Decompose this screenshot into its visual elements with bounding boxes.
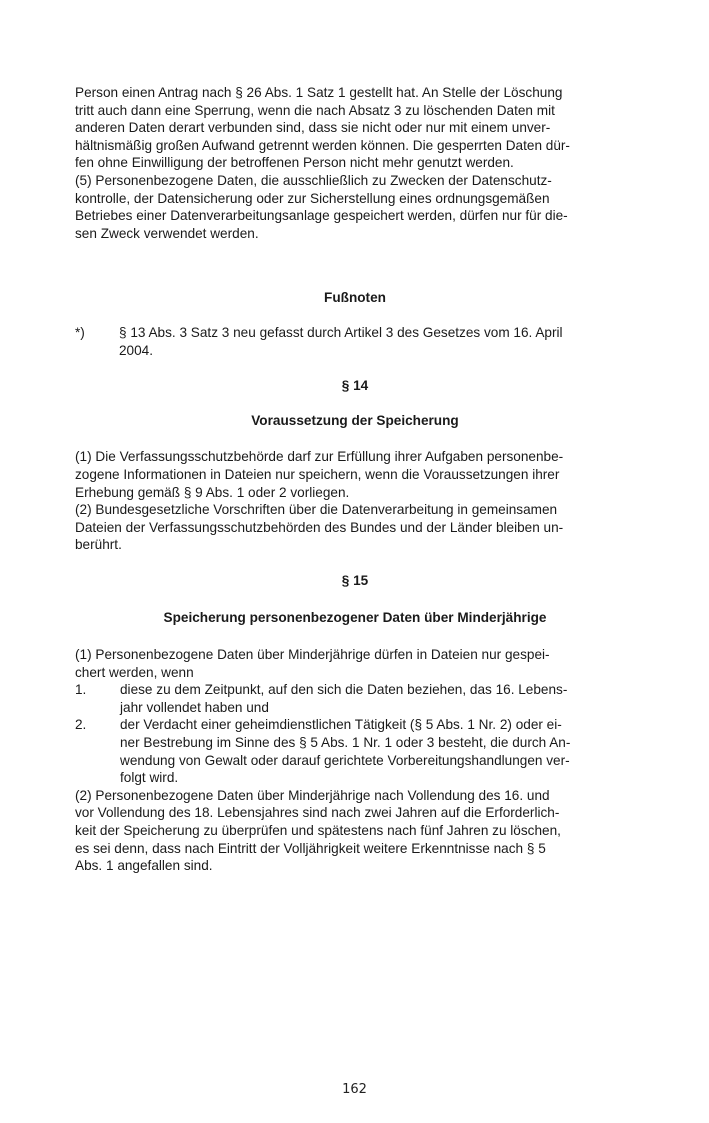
text-line: (2) Personenbezogene Daten über Minderjährige nach Vollendung des 16. und: [75, 787, 550, 803]
text-line: (5) Personenbezogene Daten, die ausschließlich zu Zwecken der Datenschutz-: [75, 172, 552, 188]
text-line: zogene Informationen in Dateien nur speichern, wenn die Voraussetzungen ihrer: [75, 466, 560, 482]
section-number: § 15: [341, 572, 369, 588]
text-line: anderen Daten derart verbunden sind, dass sie nicht oder nur mit einem unver-: [75, 120, 551, 136]
text-line: vor Vollendung des 18. Lebensjahres sind nach zwei Jahren auf die Erforderlich-: [75, 805, 560, 821]
text-line: (1) Die Verfassungsschutzbehörde darf zur Erfüllung ihrer Aufgaben personenbe-: [75, 449, 564, 465]
footnote-line: 2004.: [119, 342, 154, 358]
section-title: Voraussetzung der Speicherung: [251, 412, 459, 428]
text-line: wendung von Gewalt oder darauf gerichtete Vorbereitungshandlungen ver-: [120, 752, 570, 768]
text-line: ner Bestrebung im Sinne des § 5 Abs. 1 Nr. 1 oder 3 besteht, die durch An-: [120, 735, 571, 751]
text-line: keit der Speicherung zu überprüfen und spätestens nach fünf Jahren zu löschen,: [75, 823, 561, 838]
page-content: [75, 84, 635, 875]
text-line: diese zu dem Zeitpunkt, auf den sich die Daten beziehen, das 16. Lebens-: [120, 682, 568, 698]
text-line: Abs. 1 angefallen sind.: [75, 858, 213, 874]
text-line: jahr vollendet haben und: [120, 699, 269, 715]
text-line: (1) Personenbezogene Daten über Minderjährige dürfen in Dateien nur gespei-: [75, 647, 550, 663]
text-line: berührt.: [75, 537, 122, 553]
section-14-body: [75, 448, 635, 554]
text-line: Betriebes einer Datenverarbeitungsanlage gespeichert werden, dürfen nur für die-: [75, 208, 568, 224]
text-line: folgt wird.: [120, 770, 179, 786]
text-line: sen Zweck verwendet werden.: [75, 225, 259, 241]
page-number: 162: [342, 1082, 367, 1097]
text-line: es sei denn, dass nach Eintritt der Volljährigkeit weitere Erkenntnisse nach § 5: [75, 840, 546, 856]
text-line: chert werden, wenn: [75, 664, 194, 680]
list-item: [75, 716, 635, 786]
text-line: Erhebung gemäß § 9 Abs. 1 oder 2 vorliegen.: [75, 484, 350, 500]
text-line: fen ohne Einwilligung der betroffenen Person nicht mehr genutzt werden.: [75, 155, 514, 171]
footnote: [75, 324, 635, 359]
text-line: Person einen Antrag nach § 26 Abs. 1 Satz 1 gestellt hat. An Stelle der Löschung: [75, 85, 563, 100]
footnote-mark: *): [75, 324, 85, 340]
section-15-body: [75, 646, 635, 875]
section-number: § 14: [341, 378, 369, 394]
text-line: Dateien der Verfassungsschutzbehörden des Bundes und der Länder bleiben un-: [75, 519, 564, 535]
footnote-line: § 13 Abs. 3 Satz 3 neu gefasst durch Artikel 3 des Gesetzes vom 16. April: [119, 324, 563, 340]
text-line: tritt auch dann eine Sperrung, wenn die nach Absatz 3 zu löschenden Daten mit: [75, 102, 555, 118]
list-item: [75, 681, 635, 716]
text-line: (2) Bundesgesetzliche Vorschriften über die Datenverarbeitung in gemeinsamen: [75, 502, 558, 518]
list-item-number: 1.: [75, 682, 87, 698]
section-title: Speicherung personenbezogener Daten über Minderjährige: [163, 610, 547, 626]
intro-paragraph: [75, 84, 635, 242]
footnotes-heading: Fußnoten: [324, 290, 386, 306]
text-line: der Verdacht einer geheimdienstlichen Tätigkeit (§ 5 Abs. 1 Nr. 2) oder ei-: [120, 717, 562, 733]
text-line: kontrolle, der Datensicherung oder zur Sicherstellung eines ordnungsgemäßen: [75, 190, 550, 206]
list-item-number: 2.: [75, 717, 87, 733]
text-line: hältnismäßig großen Aufwand getrennt werden können. Die gesperrten Daten dür-: [75, 137, 570, 153]
